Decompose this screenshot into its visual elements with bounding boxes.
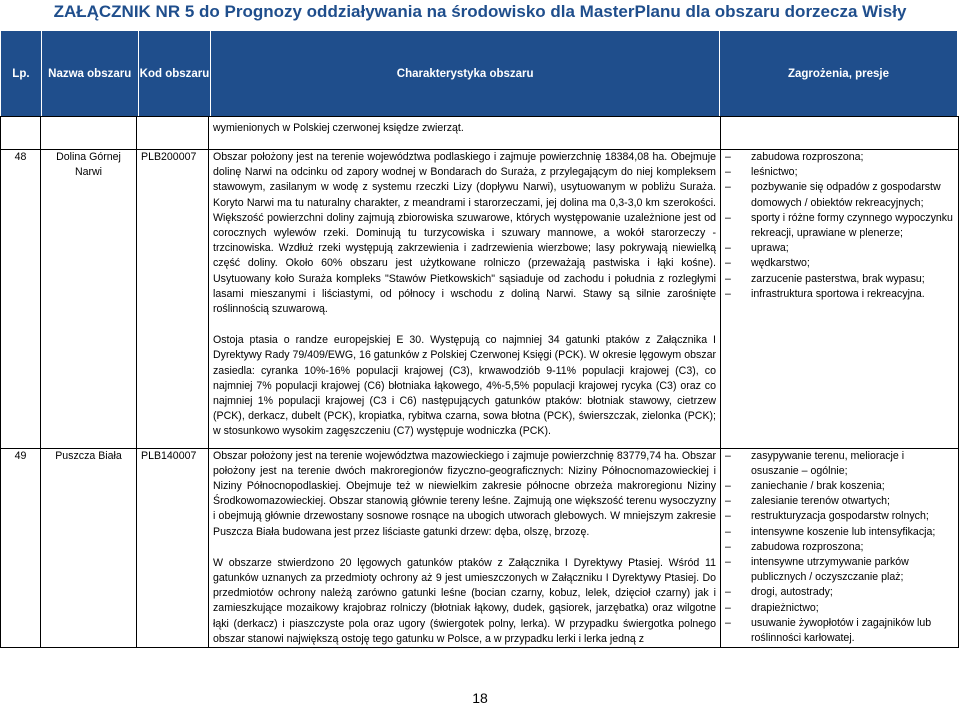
- threat-item: – restrukturyzacja gospodarstw rolnych;: [725, 509, 954, 524]
- header-characteristic: Charakterystyka obszaru: [211, 31, 720, 118]
- threat-item: – drapieżnictwo;: [725, 601, 954, 616]
- threat-item: – pozbywanie się odpadów z gospodarstw domowych / obiektów rekreacyjnych;: [725, 180, 954, 210]
- row-lp: 48: [1, 150, 41, 449]
- areas-table: [0, 116, 959, 648]
- characteristic-paragraph: W obszarze stwierdzono 20 lęgowych gatunków ptaków z Załącznika I Dyrektywy Ptasiej. Wśród 11 gatunków uznanych za przedmioty ochrony aż 9 jest umieszczonych w Załączniku I Dyrektywy Ptasiej. Do przedmiotów ochrony należą zarówno gatunki leśne (bocian czarny, kobuz, lelek, dzięcioł czarny) jak i zamieszkujące mozaikowy krajobraz rolniczy (błotniak łąkowy, dudek, gąsiorek, jarzębatka) oraz wilgotne łąki (derkacz) i piaszczyste pola oraz ugory (świergotek polny, lerka). W przypadku świergotka polnego obszar stanowi największą ostoję tego gatunku w Polsce, a w przypadku lerki i lerka jedną z: [213, 556, 716, 645]
- header-threats: Zagrożenia, presje: [719, 31, 957, 118]
- continuation-text: wymienionych w Polskiej czerwonej księdze zwierząt.: [209, 117, 721, 150]
- threat-item: – wędkarstwo;: [725, 256, 954, 271]
- page-title: ZAŁĄCZNIK NR 5 do Prognozy oddziaływania na środowisko dla MasterPlanu dla obszaru dorzecza Wisły: [53, 2, 907, 21]
- table-row: [1, 117, 959, 150]
- threat-item: – leśnictwo;: [725, 165, 954, 180]
- threat-item: – drogi, autostrady;: [725, 585, 954, 600]
- header-lp: Lp.: [1, 31, 42, 118]
- row-code: PLB200007: [137, 150, 209, 449]
- threat-item: – intensywne koszenie lub intensyfikacja;: [725, 525, 954, 540]
- table-row: [1, 150, 959, 449]
- header-name: Nazwa obszaru: [41, 31, 138, 118]
- row-name: Puszcza Biała: [41, 448, 137, 647]
- threat-item: – sporty i różne formy czynnego wypoczynku rekreacji, uprawiane w plenerze;: [725, 211, 954, 241]
- threat-item: – zasypywanie terenu, melioracje i osuszanie – ogólnie;: [725, 449, 954, 479]
- row-threats: [721, 448, 959, 647]
- row-threats: [721, 150, 959, 449]
- threat-item: – zarzucenie pasterstwa, brak wypasu;: [725, 272, 954, 287]
- characteristic-paragraph: Obszar położony jest na terenie województwa podlaskiego i zajmuje powierzchnię 18384,08 ha. Obejmuje dolinę Narwi na odcinku od zapory wodnej w Bondarach do Suraża, z przylegającym do niej kompleksem stawowym, zasilanym w wodę z systemu rzeczki Lizy (dopływu Narwi), usytuowanym w pobliżu Suraża. Koryto Narwi ma tu naturalny charakter, z meandrami i starorzeczami, jej dolina ma 0,3-3,0 km szerokości. Większość powierzchni doliny zajmują zbiorowiska szuwarowe, których występowanie uzależnione jest od corocznych wylewów rzeki. Dominują tu turzycowiska i szuwary mannowe, a wokół starorzeczy - trzcinowiska. Wzdłuż rzeki występują zakrzewienia i zadrzewienia wierzbowe; lasy pokrywają niewielką część doliny. Około 60% obszaru jest użytkowane rolniczo (przeważają pastwiska i łąki kośne). Usytuowany koło Suraża kompleks "Stawów Pietkowskich" sąsiaduje od zachodu i południa z rozległymi lasami mieszanymi i liściastymi, od północy i wschodu z doliną Narwi. Stawy są silnie zarośnięte roślinnością szuwarową.: [213, 151, 716, 316]
- row-lp: 49: [1, 448, 41, 647]
- threat-item: – zalesianie terenów otwartych;: [725, 494, 954, 509]
- threat-item: – usuwanie żywopłotów i zagajników lub roślinności karłowatej.: [725, 616, 954, 646]
- threat-item: – uprawa;: [725, 241, 954, 256]
- table-header: [0, 30, 958, 118]
- threat-item: – zabudowa rozproszona;: [725, 150, 954, 165]
- threat-item: – zaniechanie / brak koszenia;: [725, 479, 954, 494]
- threat-item: – infrastruktura sportowa i rekreacyjna.: [725, 287, 954, 302]
- page-number: 18: [472, 690, 488, 706]
- row-characteristic: [209, 150, 721, 449]
- row-characteristic: [209, 448, 721, 647]
- characteristic-paragraph: Ostoja ptasia o randze europejskiej E 30. Występują co najmniej 34 gatunki ptaków z Załącznika I Dyrektywy Rady 79/409/EWG, 16 gatunków z Polskiej Czerwonej Księgi (PCK). W okresie lęgowym obszar zasiedla: cyranka 10%-16% populacji krajowej (C3), krwawodziób 9-11% populacji krajowej (C3), co najmniej 7% populacji krajowej (C6) błotniaka łąkowego, 4%-5,5% populacji krajowej rycyka (C3) oraz co najmniej 1% populacji krajowej (C3 i C6) następujących gatunków ptaków: błotniak stawowy, cietrzew (PCK), derkacz, dubelt (PCK), kropiatka, rybitwa czarna, sowa błotna (PCK), świerszczak, zielonka (PCK); w stosunkowo wysokim zagęszczeniu (C7) występuje wodniczka (PCK).: [213, 334, 716, 438]
- row-code: PLB140007: [137, 448, 209, 647]
- threat-item: – zabudowa rozproszona;: [725, 540, 954, 555]
- table-row: [1, 448, 959, 647]
- threat-item: – intensywne utrzymywanie parków publicznych / oczyszczanie plaż;: [725, 555, 954, 585]
- row-name: Dolina Górnej Narwi: [41, 150, 137, 449]
- header-code: Kod obszaru: [138, 31, 211, 118]
- characteristic-paragraph: Obszar położony jest na terenie województwa mazowieckiego i zajmuje powierzchnię 83779,74 ha. Obszar położony jest na terenie dwóch makroregionów fizyczno-geograficznych: Niziny Północnomazowieckiej i Niziny Północnopodlaskiej. Obejmuje też w niewielkim zakresie północne obrzeża makroregionu Niziny Środkowomazowieckiej. Obszar stanowią głównie tereny leśne. Zajmują one większość terenu wysoczyzny i obejmują głównie drzewostany sosnowe rosnące na ubogich utworach glebowych. W mniejszym zakresie Puszcza Biała budowana jest przez liściaste gatunki drzew: dęba, olszę, brzozę.: [213, 449, 716, 538]
